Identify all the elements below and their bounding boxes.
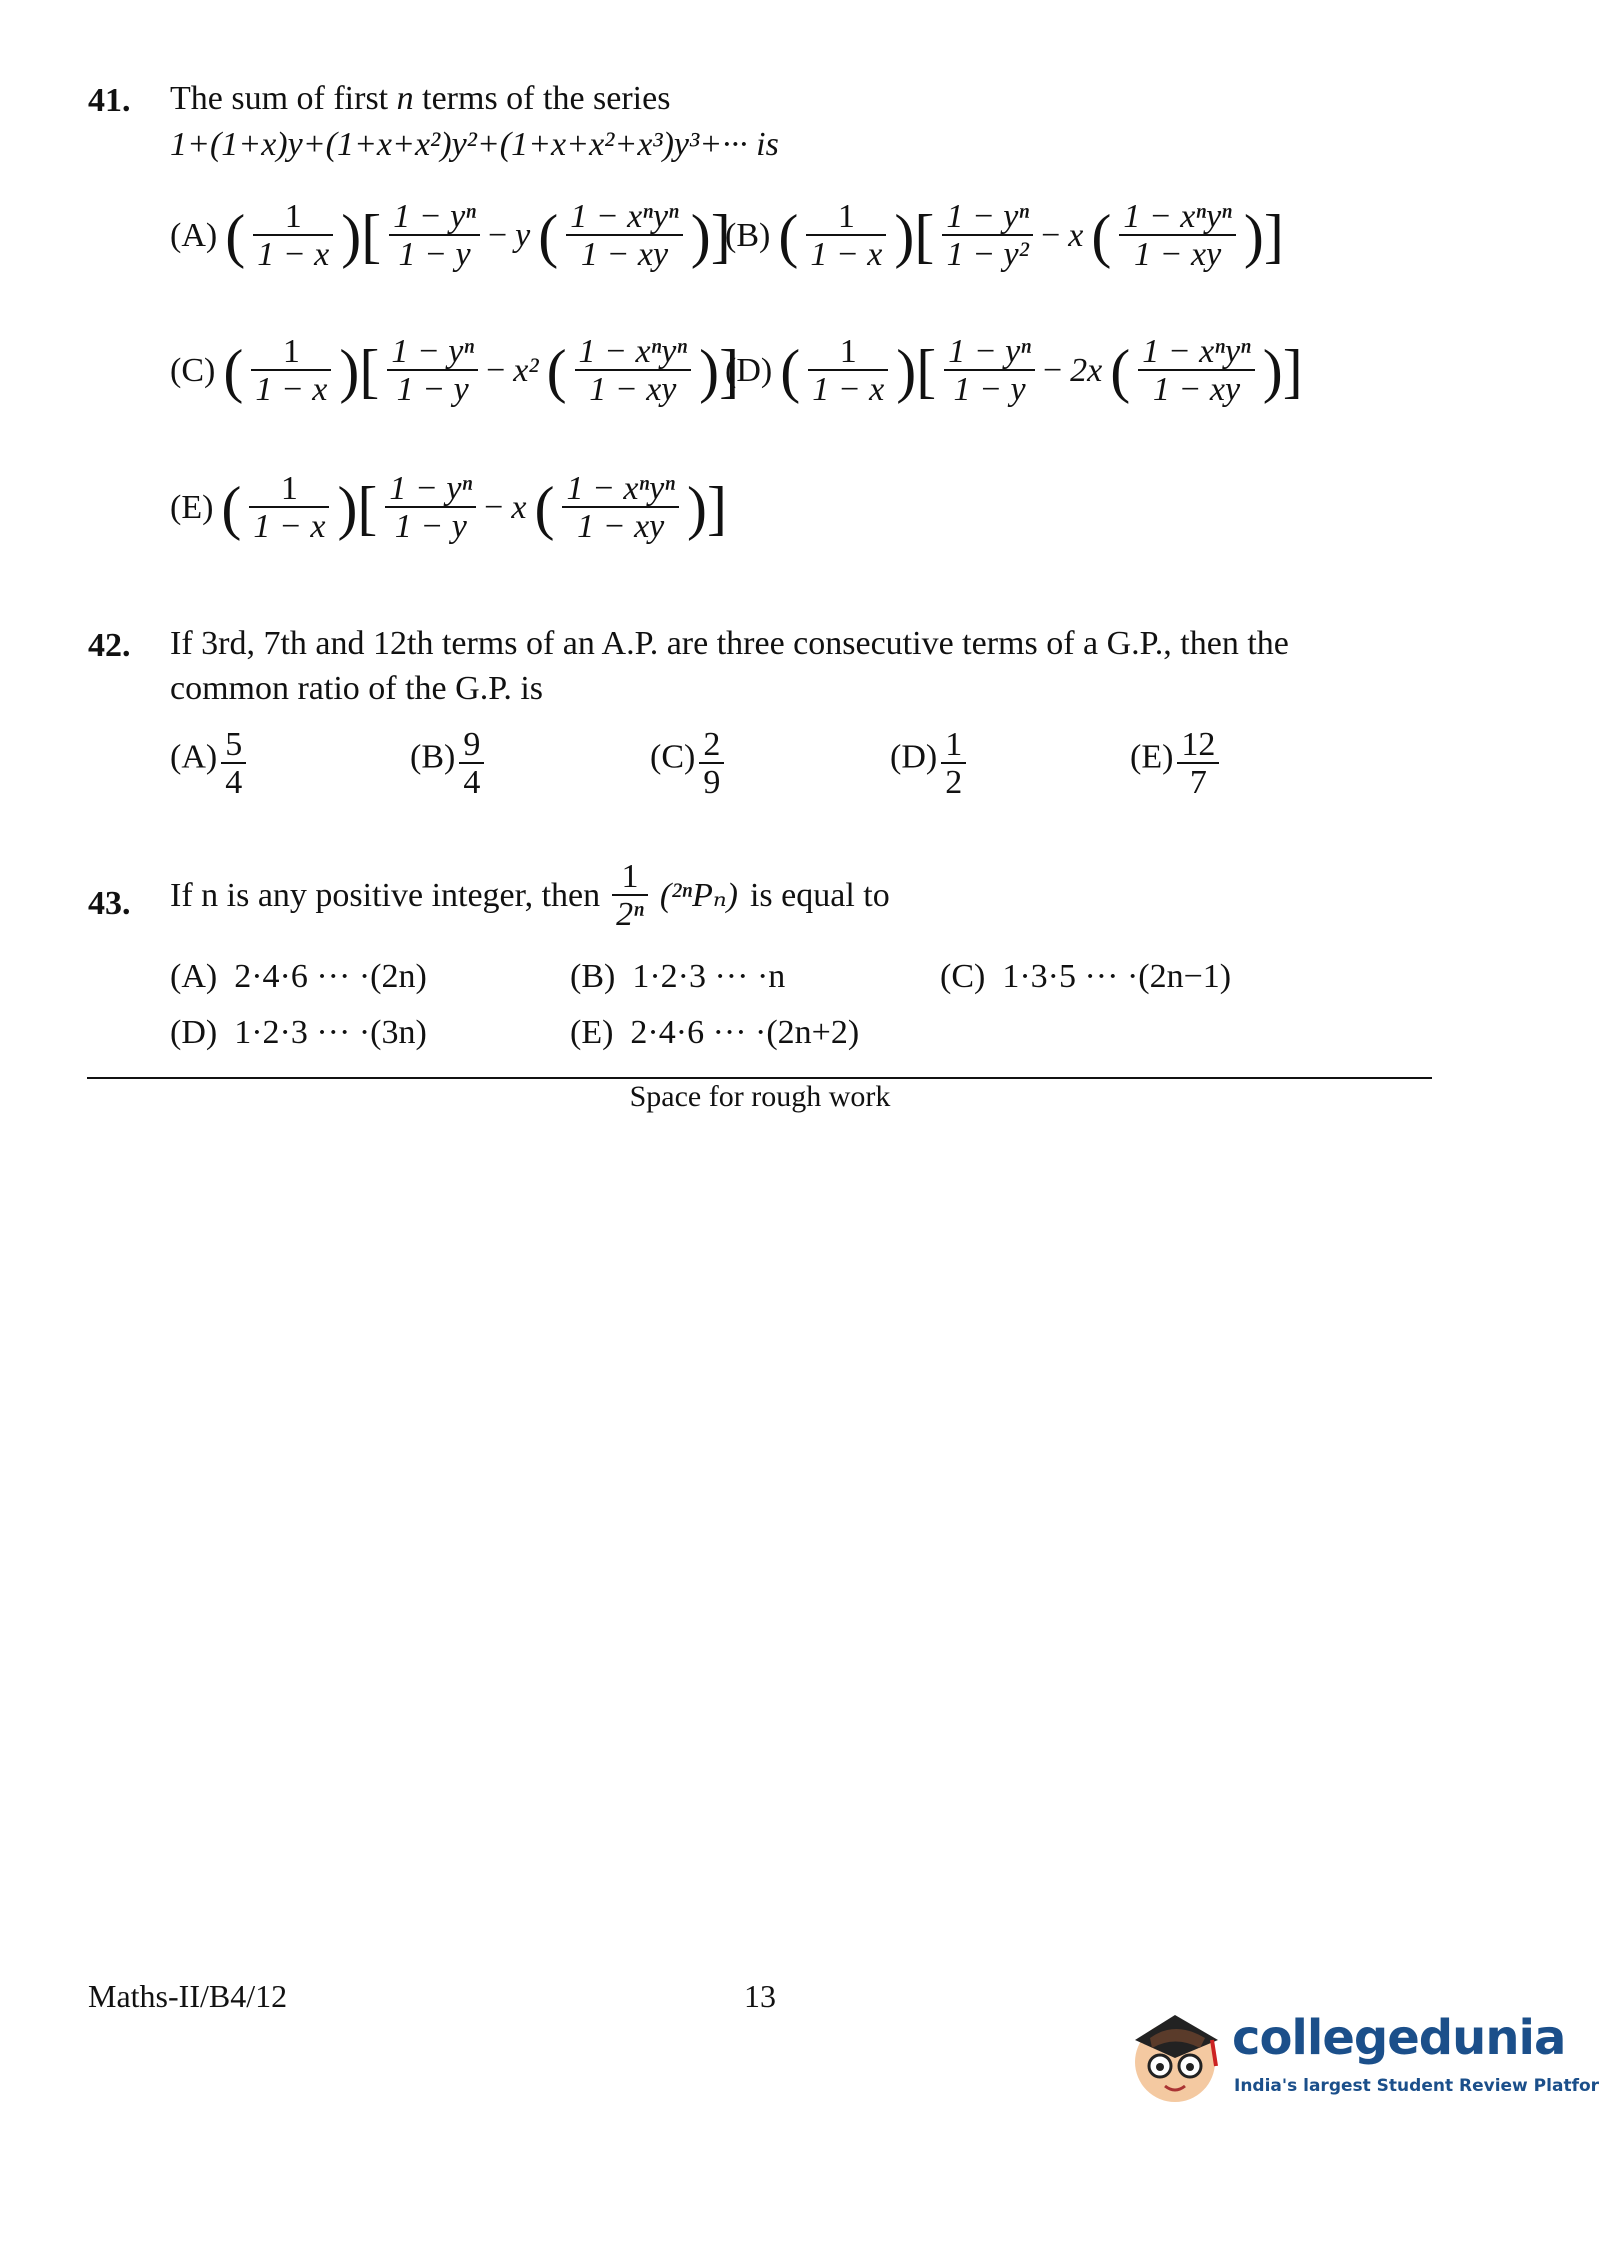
option-label: (D) (890, 738, 938, 776)
paren-icon: )] (686, 475, 727, 541)
option-d[interactable] (890, 728, 966, 800)
minus-sign: − (1041, 217, 1061, 254)
option-fraction: $\frac{5}{4}$ (221, 728, 246, 800)
paren-icon: )[ (339, 338, 380, 404)
fraction-one-over-one-minus-x: $\frac{1}{1 - x}$ (249, 472, 329, 544)
option-text: 1·2·3 ··· ·(3n) (234, 1014, 427, 1051)
paren-icon: ( (1110, 338, 1131, 404)
option-label: (C) (170, 352, 216, 389)
coefficient: x² (513, 352, 539, 389)
permutation-expression: (²ⁿPₙ) (659, 877, 738, 914)
option-c[interactable] (170, 335, 739, 407)
stem-text: If n is any positive integer, then (170, 877, 601, 914)
option-c[interactable] (940, 960, 1231, 994)
option-fraction: $\frac{2}{9}$ (699, 728, 724, 800)
question-number: 41. (88, 82, 131, 119)
option-text: 1·3·5 ··· ·(2n−1) (1002, 958, 1232, 995)
coefficient: y (515, 217, 531, 254)
option-e[interactable] (1130, 728, 1219, 800)
option-a[interactable] (170, 200, 731, 272)
question-stem (170, 860, 890, 932)
option-label: (D) (725, 352, 773, 389)
paren-icon: ( (534, 475, 555, 541)
option-label: (B) (410, 738, 456, 776)
divider (87, 1077, 1432, 1079)
question-stem-line2: common ratio of the G.P. is (170, 670, 544, 707)
option-label: (B) (570, 958, 616, 995)
fraction-2: $\frac{\text{1 − xⁿyⁿ}}{1 - xy}$ (562, 472, 679, 544)
fraction-2: $\frac{\text{1 − xⁿyⁿ}}{1 - xy}$ (1119, 200, 1236, 272)
paren-icon: )] (1243, 203, 1284, 269)
paren-icon: )[ (337, 475, 378, 541)
brand-name: collegedunia (1232, 2010, 1566, 2066)
paren-icon: ( (1091, 203, 1112, 269)
question-number: 43. (88, 885, 131, 922)
option-fraction: $\frac{12}{7}$ (1177, 728, 1219, 800)
question-stem: The sum of first n terms of the series (170, 80, 671, 117)
fraction-1: $\frac{\text{1 − yⁿ}}{1 - y}$ (385, 472, 476, 544)
coefficient: x (1068, 217, 1084, 254)
fraction-1: $\frac{\text{1 − yⁿ}}{1 - y}$ (944, 335, 1035, 407)
option-text: 2·4·6 ··· ·(2n+2) (630, 1014, 860, 1051)
coefficient: 2x (1070, 352, 1103, 389)
paren-icon: ( (225, 203, 246, 269)
option-d[interactable] (170, 1016, 427, 1050)
option-b[interactable] (725, 200, 1284, 272)
option-label: (E) (170, 489, 214, 526)
paren-icon: ( (223, 338, 244, 404)
option-a[interactable] (170, 960, 427, 994)
minus-sign: − (486, 352, 506, 389)
brand-tagline: India's largest Student Review Platfor (1234, 2076, 1599, 2096)
option-a[interactable] (170, 728, 246, 800)
option-label: (E) (1130, 738, 1174, 776)
option-label: (B) (725, 217, 771, 254)
option-e[interactable] (170, 472, 727, 544)
page-number: 13 (744, 1978, 776, 2014)
minus-sign: − (1042, 352, 1063, 389)
question-number: 42. (88, 627, 131, 664)
option-label: (C) (650, 738, 696, 776)
coefficient: x (511, 489, 527, 526)
paren-icon: ( (221, 475, 242, 541)
option-label: (C) (940, 958, 986, 995)
option-label: (A) (170, 738, 218, 776)
fraction-one-over-one-minus-x: $\frac{1}{1 - x}$ (253, 200, 333, 272)
brand-logo[interactable] (1120, 2000, 1599, 2120)
paren-icon: ( (778, 203, 799, 269)
option-c[interactable] (650, 728, 724, 800)
paren-icon: )[ (896, 338, 937, 404)
option-b[interactable] (410, 728, 484, 800)
rough-work-label: Space for rough work (629, 1080, 891, 1113)
paren-icon: ( (780, 338, 801, 404)
paper-code: Maths-II/B4/12 (88, 1978, 288, 2014)
option-text: 1·2·3 ··· ·n (632, 958, 786, 995)
option-d[interactable] (725, 335, 1303, 407)
paren-icon: )] (699, 338, 740, 404)
fraction-2: $\frac{\text{1 − xⁿyⁿ}}{1 - xy}$ (566, 200, 683, 272)
option-text: 2·4·6 ··· ·(2n) (234, 958, 427, 995)
fraction-1: $\frac{\text{1 − yⁿ}}{1 - y}$ (387, 335, 478, 407)
option-label: (D) (170, 1014, 218, 1051)
option-fraction: $\frac{9}{4}$ (459, 728, 484, 800)
stem-fraction: $\frac{1}{\text{2ⁿ}}$ (612, 860, 648, 932)
series-expression: 1+(1+x)y+(1+x+x²)y²+(1+x+x²+x³)y³+··· is (170, 126, 779, 163)
stem-text: is equal to (749, 877, 890, 914)
paren-icon: )] (690, 203, 731, 269)
fraction-one-over-one-minus-x: $\frac{1}{1 - x}$ (806, 200, 886, 272)
paren-icon: ( (538, 203, 559, 269)
option-b[interactable] (570, 960, 785, 994)
paren-icon: )] (1262, 338, 1303, 404)
fraction-2: $\frac{\text{1 − xⁿyⁿ}}{1 - xy}$ (1138, 335, 1255, 407)
fraction-one-over-one-minus-x: $\frac{1}{1 - x}$ (808, 335, 888, 407)
question-stem-line1: If 3rd, 7th and 12th terms of an A.P. are three consecutive terms of a G.P., then the (170, 625, 1289, 662)
option-label: (A) (170, 958, 218, 995)
option-label: (A) (170, 217, 218, 254)
paren-icon: )[ (894, 203, 935, 269)
minus-sign: − (484, 489, 504, 526)
option-e[interactable] (570, 1016, 859, 1050)
paren-icon: )[ (341, 203, 382, 269)
minus-sign: − (487, 217, 508, 254)
mascot-icon (1120, 2000, 1230, 2110)
option-label: (E) (570, 1014, 614, 1051)
fraction-one-over-one-minus-x: $\frac{1}{1 - x}$ (251, 335, 331, 407)
fraction-1: $\frac{\text{1 − yⁿ}}{1 - y}$ (389, 200, 480, 272)
option-fraction: $\frac{1}{2}$ (941, 728, 966, 800)
paren-icon: ( (546, 338, 567, 404)
fraction-1: $\frac{\text{1 − yⁿ}}{\text{1 − y²}}$ (942, 200, 1033, 272)
fraction-2: $\frac{\text{1 − xⁿyⁿ}}{1 - xy}$ (575, 335, 692, 407)
